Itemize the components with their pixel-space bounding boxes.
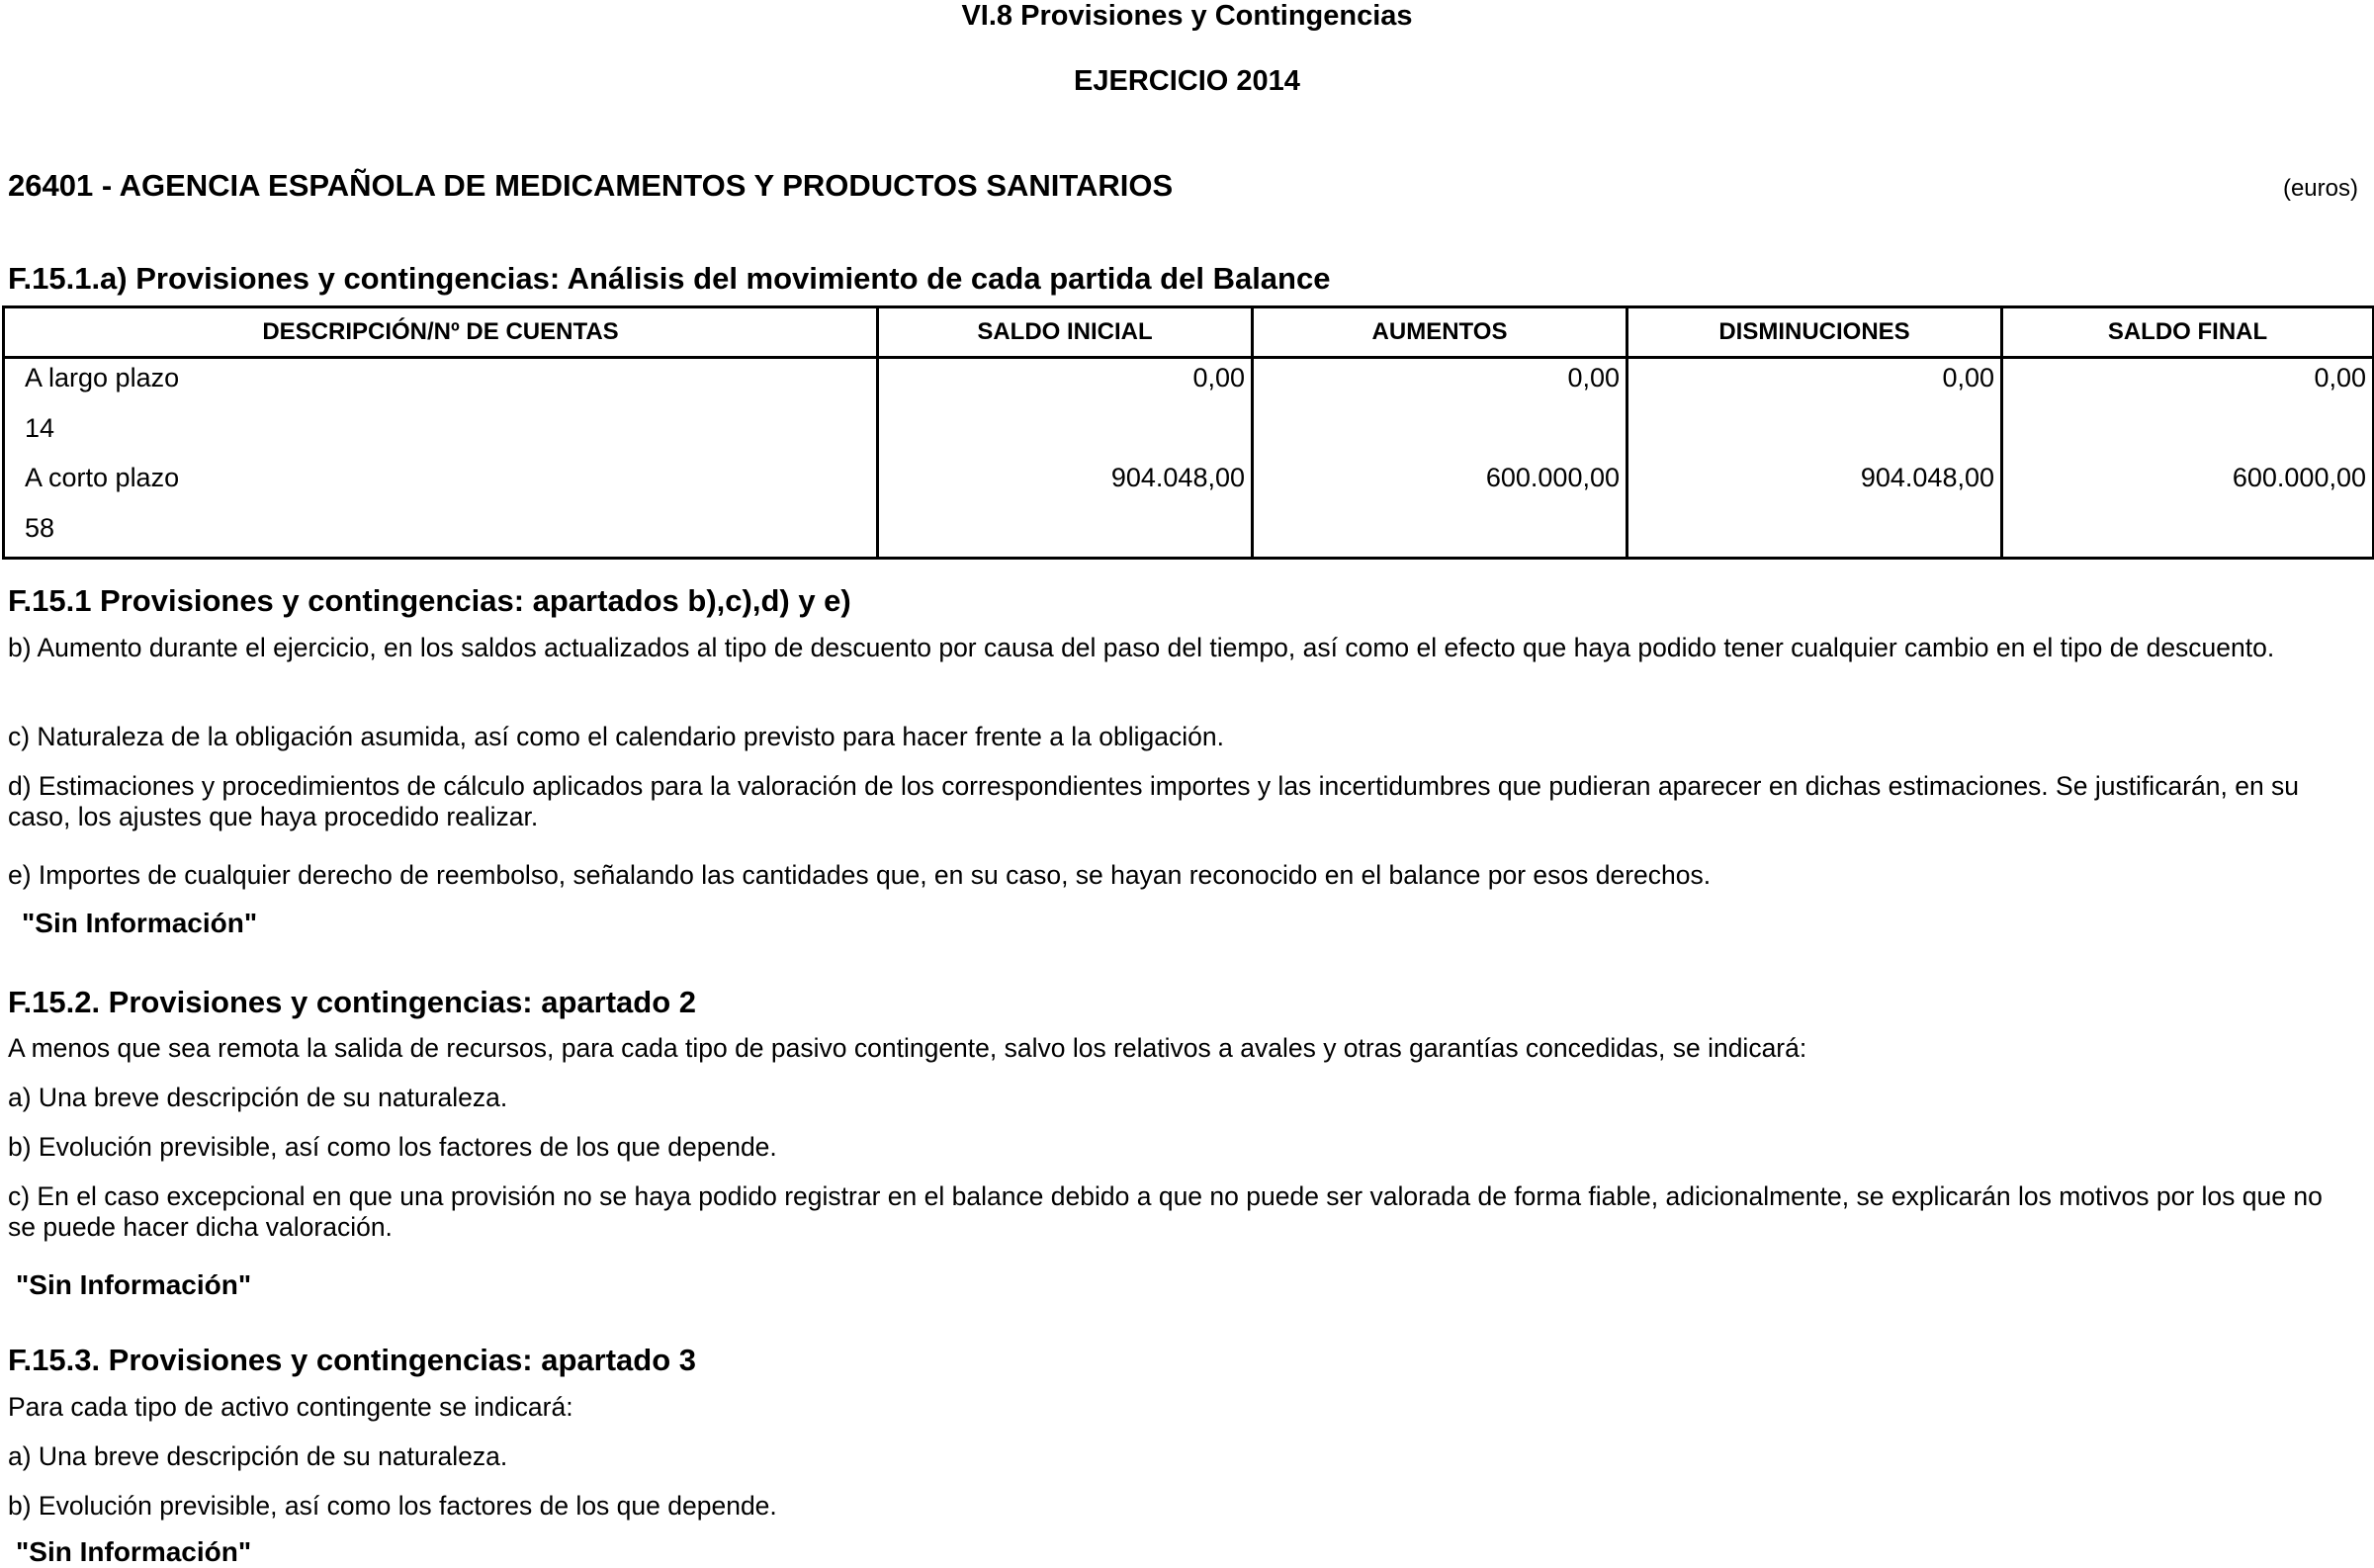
section-2-intro: A menos que sea remota la salida de recursos, para cada tipo de pasivo contingente, salvo los relativos a avales y otras garantías concedidas, se indicará: <box>8 1033 1807 1063</box>
disminuciones-column <box>1627 358 2002 559</box>
row-desc-cuenta-14: 14 <box>25 413 55 443</box>
section-2-item-b: b) Evolución previsible, así como los factores de los que depende. <box>8 1132 777 1162</box>
entity-name: 26401 - AGENCIA ESPAÑOLA DE MEDICAMENTOS Y PRODUCTOS SANITARIOS <box>8 168 1174 203</box>
section-b-heading: F.15.1 Provisiones y contingencias: apartados b),c),d) y e) <box>8 583 851 618</box>
column-header-disminuciones: DISMINUCIONES <box>1627 307 2002 358</box>
section-3-item-b: b) Evolución previsible, así como los factores de los que depende. <box>8 1491 777 1521</box>
largo-plazo-saldo-inicial: 0,00 <box>1192 363 1245 392</box>
corto-plazo-saldo-inicial: 904.048,00 <box>1110 463 1245 492</box>
section-b-item-c: c) Naturaleza de la obligación asumida, así como el calendario previsto para hacer frente a la obligación. <box>8 722 1224 751</box>
largo-plazo-saldo-final: 0,00 <box>2314 363 2366 392</box>
column-header-saldo-final: SALDO FINAL <box>2002 307 2374 358</box>
table-header-row <box>4 307 2374 358</box>
saldo-final-column <box>2002 358 2374 559</box>
section-3-item-a: a) Una breve descripción de su naturaleza. <box>8 1441 508 1471</box>
descripcion-column <box>4 358 878 559</box>
section-3-heading: F.15.3. Provisiones y contingencias: apartado 3 <box>8 1343 697 1377</box>
largo-plazo-disminuciones: 0,00 <box>1942 363 1994 392</box>
page-title: VI.8 Provisiones y Contingencias <box>961 0 1413 32</box>
row-desc-corto-plazo: A corto plazo <box>25 463 180 492</box>
corto-plazo-disminuciones: 904.048,00 <box>1860 463 1994 492</box>
section-2-item-a: a) Una breve descripción de su naturaleza. <box>8 1083 508 1112</box>
section-b-item-e: e) Importes de cualquier derecho de reembolso, señalando las cantidades que, en su caso, se hayan reconocido en el balance por esos derechos. <box>8 860 1712 890</box>
aumentos-column <box>1253 358 1627 559</box>
section-b-item-b: b) Aumento durante el ejercicio, en los saldos actualizados al tipo de descuento por causa del paso del tiempo, así como el efecto que haya podido tener cualquier cambio en el tipo de descuento. <box>8 633 2275 662</box>
row-desc-largo-plazo: A largo plazo <box>25 363 180 392</box>
corto-plazo-saldo-final: 600.000,00 <box>2232 463 2366 492</box>
fiscal-year: EJERCICIO 2014 <box>1074 65 1300 97</box>
section-a-heading: F.15.1.a) Provisiones y contingencias: Análisis del movimiento de cada partida del Balance <box>8 261 1331 296</box>
movement-table <box>2 305 2374 560</box>
section-b-item-d: d) Estimaciones y procedimientos de cálculo aplicados para la valoración de los correspondientes importes y las incertidumbres que pudieran aparecer en dichas estimaciones. Se justificarán, en su caso, los ajustes que haya procedido realizar. <box>8 771 2300 831</box>
row-desc-cuenta-58: 58 <box>25 513 55 543</box>
corto-plazo-aumentos: 600.000,00 <box>1485 463 1620 492</box>
section-3-no-info: "Sin Información" <box>16 1536 252 1567</box>
column-header-aumentos: AUMENTOS <box>1253 307 1627 358</box>
largo-plazo-aumentos: 0,00 <box>1567 363 1620 392</box>
section-2-item-c: c) En el caso excepcional en que una provisión no se haya podido registrar en el balance debido a que no puede ser valorada de forma fiable, adicionalmente, se explicarán los motivos por los que no se puede hacer dicha valoración. <box>8 1181 2323 1242</box>
section-2-no-info: "Sin Información" <box>16 1269 252 1300</box>
column-header-descripcion: DESCRIPCIÓN/Nº DE CUENTAS <box>4 307 878 358</box>
section-3-intro: Para cada tipo de activo contingente se indicará: <box>8 1392 573 1422</box>
table-body-row <box>4 358 2374 559</box>
section-2-heading: F.15.2. Provisiones y contingencias: apartado 2 <box>8 985 697 1019</box>
section-b-no-info: "Sin Información" <box>22 908 258 938</box>
units-label: (euros) <box>2282 175 2358 202</box>
saldo-inicial-column <box>878 358 1253 559</box>
column-header-saldo-inicial: SALDO INICIAL <box>878 307 1253 358</box>
